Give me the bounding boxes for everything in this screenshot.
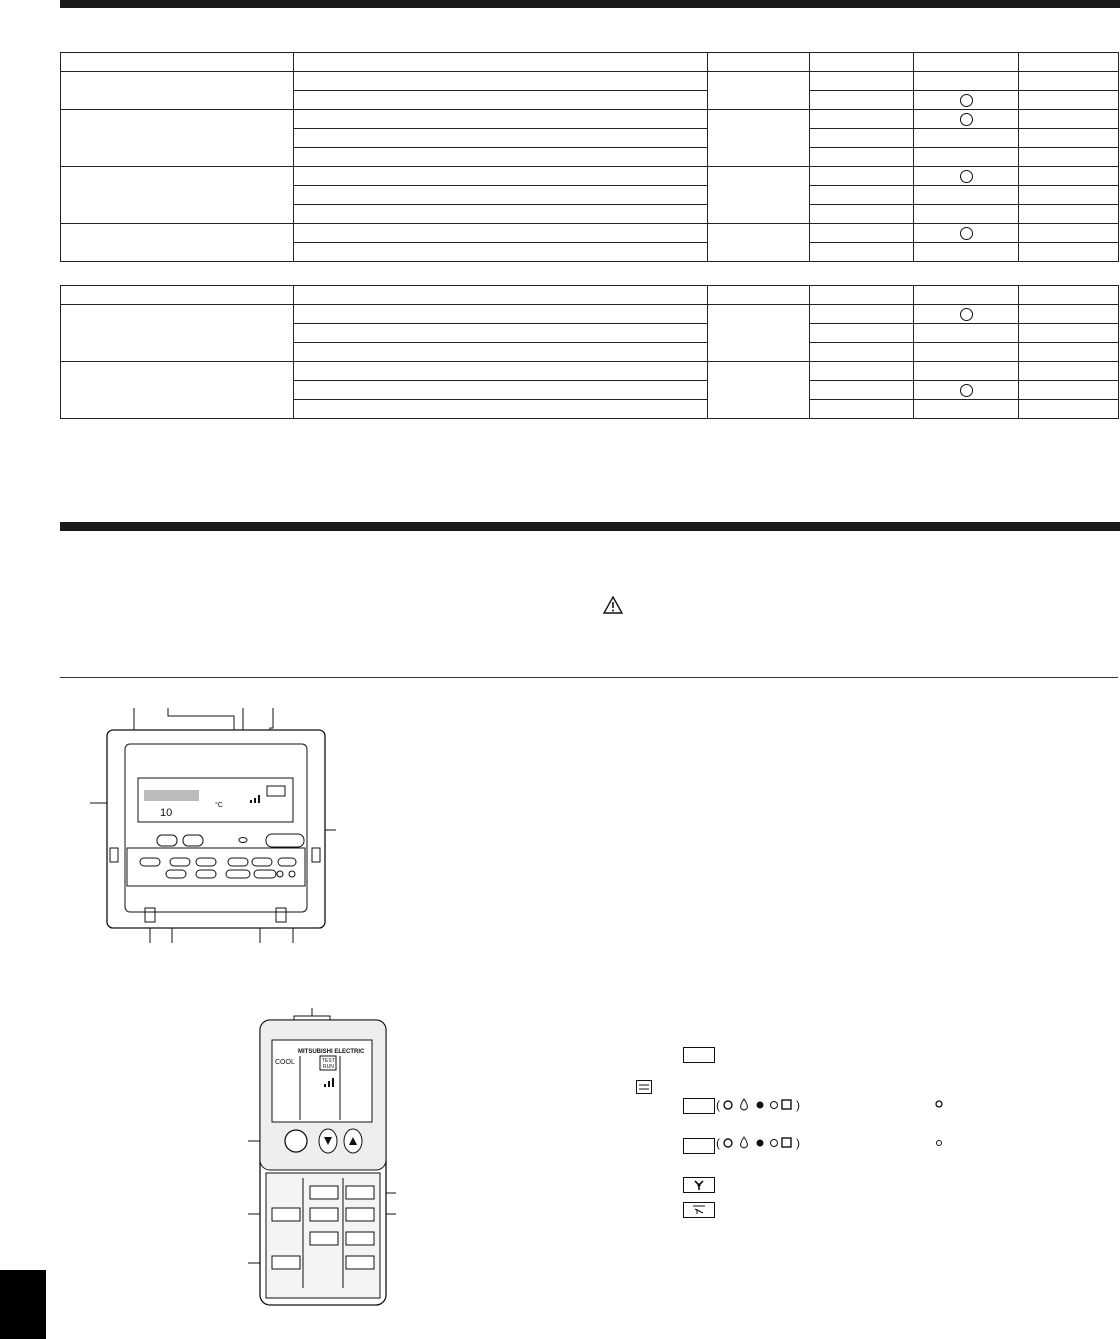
header-cell xyxy=(708,286,810,305)
circle-mark-icon xyxy=(960,113,973,126)
value-cell xyxy=(810,400,914,419)
description-cell xyxy=(294,72,708,91)
value-cell xyxy=(810,343,914,362)
group-label-cell xyxy=(61,224,294,262)
group-label-cell xyxy=(61,305,294,362)
table-2-header-row xyxy=(61,286,1119,305)
header-cell xyxy=(914,286,1019,305)
group-label-cell xyxy=(61,72,294,110)
table-row xyxy=(61,110,1119,129)
circle-mark-icon xyxy=(960,227,973,240)
mark-cell xyxy=(914,91,1019,110)
value-cell xyxy=(1019,186,1119,205)
fan-icon xyxy=(683,1177,715,1193)
description-cell xyxy=(294,362,708,381)
group-value-cell xyxy=(708,224,810,262)
header-cell xyxy=(914,53,1019,72)
description-cell xyxy=(294,129,708,148)
header-cell xyxy=(810,286,914,305)
mark-cell xyxy=(914,324,1019,343)
circle-mark-icon xyxy=(960,308,973,321)
divider-rule xyxy=(60,677,1118,678)
header-cell xyxy=(294,53,708,72)
description-cell xyxy=(294,400,708,419)
value-cell xyxy=(810,110,914,129)
table-2 xyxy=(60,285,1119,419)
description-cell xyxy=(294,91,708,110)
value-cell xyxy=(810,148,914,167)
group-label-cell xyxy=(61,167,294,224)
temperature-unit-label: °C xyxy=(215,802,223,809)
header-cell xyxy=(810,53,914,72)
circle-mark-icon xyxy=(960,94,973,107)
svg-text:10: 10 xyxy=(160,807,173,819)
value-cell xyxy=(810,186,914,205)
header-cell xyxy=(1019,286,1119,305)
section-bar xyxy=(60,522,1120,531)
header-cell xyxy=(61,53,294,72)
table-row xyxy=(61,224,1119,243)
header-cell xyxy=(708,53,810,72)
mark-cell xyxy=(914,186,1019,205)
test-label: TEST xyxy=(322,1058,335,1064)
mark-cell xyxy=(914,167,1019,186)
mark-cell xyxy=(914,110,1019,129)
mode-sequence-icon xyxy=(716,1134,806,1152)
value-cell xyxy=(810,129,914,148)
value-cell xyxy=(810,305,914,324)
value-cell xyxy=(1019,224,1119,243)
value-cell xyxy=(1019,243,1119,262)
description-cell xyxy=(294,148,708,167)
mark-cell xyxy=(914,224,1019,243)
button-outline xyxy=(683,1047,715,1063)
value-cell xyxy=(810,167,914,186)
svg-text:(: ( xyxy=(716,1098,720,1112)
value-cell xyxy=(1019,91,1119,110)
mode-label: COOL xyxy=(275,1059,295,1066)
description-cell xyxy=(294,224,708,243)
sun-icon xyxy=(933,1098,945,1110)
value-cell xyxy=(1019,129,1119,148)
mark-cell xyxy=(914,362,1019,381)
value-cell xyxy=(810,91,914,110)
test-run-icon xyxy=(636,1080,652,1094)
group-value-cell xyxy=(708,72,810,110)
group-value-cell xyxy=(708,362,810,419)
top-section-bar xyxy=(60,0,1120,8)
warning-triangle-icon xyxy=(603,596,623,614)
description-cell xyxy=(294,243,708,262)
group-value-cell xyxy=(708,167,810,224)
mark-cell xyxy=(914,343,1019,362)
value-cell xyxy=(1019,72,1119,91)
mark-cell xyxy=(914,400,1019,419)
circle-mark-icon xyxy=(960,170,973,183)
value-cell xyxy=(1019,381,1119,400)
value-cell xyxy=(1019,362,1119,381)
value-cell xyxy=(810,224,914,243)
louver-icon xyxy=(683,1202,715,1218)
mode-button-outline xyxy=(683,1098,715,1114)
value-cell xyxy=(1019,324,1119,343)
value-cell xyxy=(1019,400,1119,419)
value-cell xyxy=(1019,305,1119,324)
table-row xyxy=(61,72,1119,91)
mark-cell xyxy=(914,148,1019,167)
mark-cell xyxy=(914,72,1019,91)
small-circle-icon xyxy=(933,1137,945,1149)
svg-text:): ) xyxy=(796,1136,800,1150)
svg-text:(: ( xyxy=(716,1136,720,1150)
value-cell xyxy=(810,72,914,91)
description-cell xyxy=(294,381,708,400)
value-cell xyxy=(1019,110,1119,129)
mode-button-outline xyxy=(683,1138,715,1154)
table-1-header-row xyxy=(61,53,1119,72)
value-cell xyxy=(810,324,914,343)
svg-text:): ) xyxy=(796,1098,800,1112)
value-cell xyxy=(810,381,914,400)
mark-cell xyxy=(914,205,1019,224)
value-cell xyxy=(1019,343,1119,362)
table-row xyxy=(61,305,1119,324)
page-thumb-tab xyxy=(0,1270,46,1339)
value-cell xyxy=(1019,205,1119,224)
run-label: RUN xyxy=(323,1064,334,1070)
mark-cell xyxy=(914,129,1019,148)
header-cell xyxy=(61,286,294,305)
header-cell xyxy=(294,286,708,305)
table-1 xyxy=(60,52,1119,262)
value-cell xyxy=(810,243,914,262)
wireless-brand-label: MITSUBISHI ELECTRIC xyxy=(298,1049,365,1055)
value-cell xyxy=(1019,167,1119,186)
description-cell xyxy=(294,110,708,129)
value-cell xyxy=(810,205,914,224)
value-cell xyxy=(1019,148,1119,167)
mark-cell xyxy=(914,305,1019,324)
mark-cell xyxy=(914,381,1019,400)
description-cell xyxy=(294,324,708,343)
mark-cell xyxy=(914,243,1019,262)
description-cell xyxy=(294,167,708,186)
wired-remote-controller xyxy=(80,700,350,950)
table-row xyxy=(61,167,1119,186)
mode-sequence-icon xyxy=(716,1096,806,1114)
description-cell xyxy=(294,186,708,205)
wireless-remote-controller xyxy=(248,1008,398,1308)
table-row xyxy=(61,362,1119,381)
group-value-cell xyxy=(708,305,810,362)
value-cell xyxy=(810,362,914,381)
group-label-cell xyxy=(61,362,294,419)
group-label-cell xyxy=(61,110,294,167)
header-cell xyxy=(1019,53,1119,72)
description-cell xyxy=(294,343,708,362)
description-cell xyxy=(294,205,708,224)
group-value-cell xyxy=(708,110,810,167)
circle-mark-icon xyxy=(960,384,973,397)
description-cell xyxy=(294,305,708,324)
